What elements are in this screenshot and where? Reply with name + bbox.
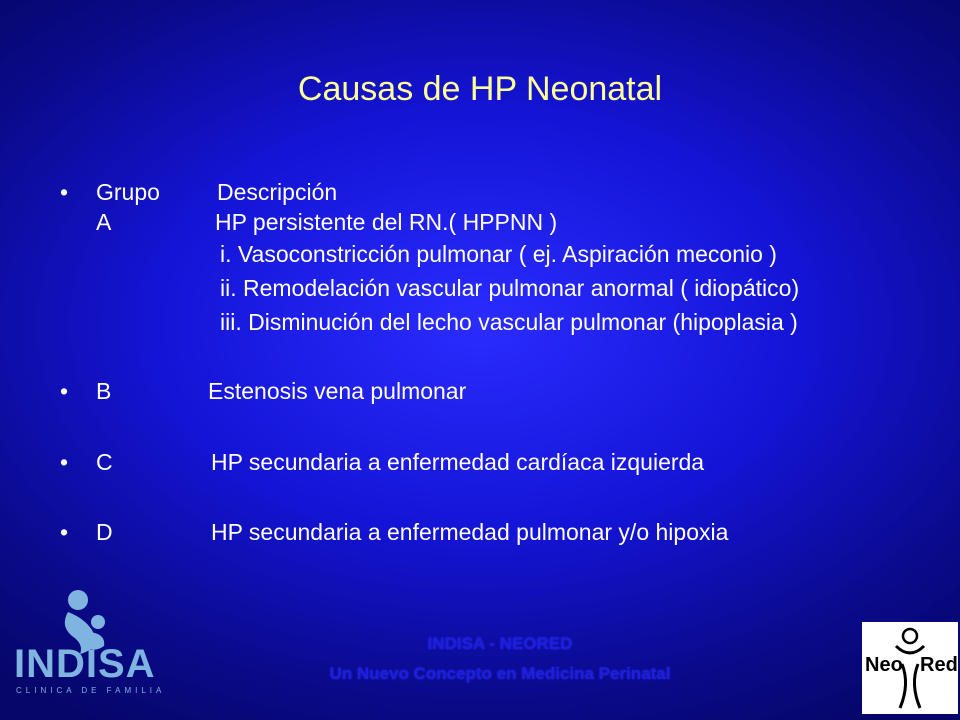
group-letter-a: A [96,209,112,235]
group-b-description: Estenosis vena pulmonar [208,378,467,404]
group-a-subitem-1: i. Vasoconstricción pulmonar ( ej. Aspiración meconio ) [220,241,777,267]
bullet: • [60,449,69,475]
group-a-subitem-3: iii. Disminución del lecho vascular pulmonar (hipoplasia ) [220,309,798,335]
group-a-subitem-2: ii. Remodelación vascular pulmonar anormal ( idiopático) [220,275,800,301]
column-header-descripcion: Descripción [217,179,338,205]
indisa-wordmark: INDISA [14,642,156,686]
bullet: • [60,519,69,545]
column-header-grupo: Grupo [96,179,160,205]
group-letter-b: B [96,378,112,404]
group-d-description: HP secundaria a enfermedad pulmonar y/o hipoxia [211,519,729,545]
slide-title: Causas de HP Neonatal [297,70,663,108]
group-a-description: HP persistente del RN.( HPPNN ) [215,209,558,235]
group-letter-d: D [96,519,113,545]
group-letter-c: C [96,449,113,475]
neored-neo-text: Neo [865,654,903,676]
bullet: • [60,378,69,404]
neored-red-text: Red [920,654,958,676]
footer-line-1: INDISA - NEORED [427,634,573,653]
footer-line-2: Un Nuevo Concepto en Medicina Perinatal [329,664,671,683]
neored-logo [862,622,958,714]
indisa-tagline: CLINICA DE FAMILIA [16,686,166,695]
group-c-description: HP secundaria a enfermedad cardíaca izquierda [211,449,705,475]
bullet: • [60,179,69,205]
